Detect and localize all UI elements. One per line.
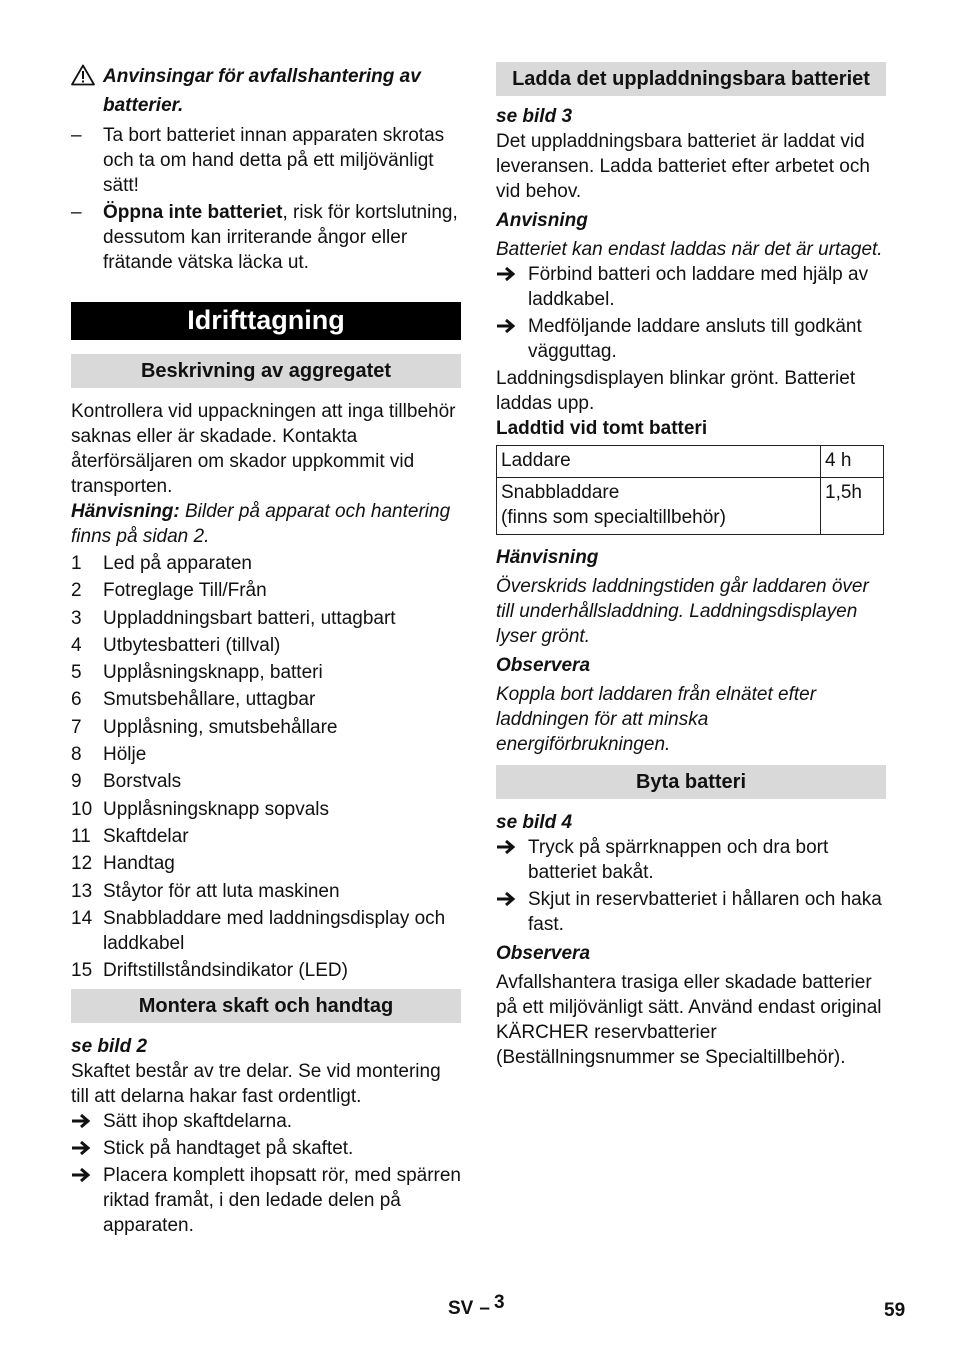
table-cell-charger bbox=[497, 446, 821, 478]
item-number: 11 bbox=[71, 825, 91, 847]
list-item bbox=[71, 660, 461, 685]
arrow-right-icon bbox=[496, 839, 516, 855]
battery-warning bbox=[71, 62, 461, 120]
charge-step bbox=[496, 262, 886, 312]
warning-triangle-icon bbox=[71, 64, 95, 86]
hint-label: Hänvisning bbox=[496, 547, 599, 568]
swap-heading: Byta batteri bbox=[496, 765, 886, 799]
mount-text: Skaftet består av tre delar. Se vid montering till att delarna hakar fast ordentligt. bbox=[71, 1061, 441, 1108]
list-item bbox=[71, 958, 461, 983]
item-number: 2 bbox=[71, 580, 82, 602]
step-text: Tryck på spärrknappen och dra bort batteriet bakåt. bbox=[528, 837, 829, 883]
swap-step bbox=[496, 835, 886, 885]
item-number: 13 bbox=[71, 880, 93, 902]
table-cell-charger bbox=[497, 478, 821, 535]
arrow-right-icon bbox=[71, 1167, 91, 1183]
item-label: Upplåsning, smutsbehållare bbox=[103, 716, 338, 738]
table-title: Laddtid vid tomt batteri bbox=[496, 418, 708, 439]
hint-text: Bilder på apparat och hantering finns på sidan 2. bbox=[71, 501, 451, 547]
item-number: 14 bbox=[71, 907, 93, 929]
step-text: Medföljande laddare ansluts till godkänt vägguttag. bbox=[528, 316, 862, 362]
table-row bbox=[497, 478, 884, 535]
footer-dash: – bbox=[479, 1298, 490, 1319]
step-text: Sätt ihop skaftdelarna. bbox=[103, 1111, 293, 1133]
list-item bbox=[71, 715, 461, 740]
description-text: Kontrollera vid uppackningen att inga tillbehör saknas eller är skadade. Kontakta återförsäljaren om skador uppkommit vid transporten. bbox=[71, 401, 456, 497]
hint-label: Hänvisning: bbox=[71, 501, 180, 522]
mount-heading: Montera skaft och handtag bbox=[71, 989, 461, 1023]
charger-name: Snabbladdare bbox=[501, 482, 620, 503]
observe-label: Observera bbox=[496, 655, 591, 676]
list-item bbox=[71, 851, 461, 876]
observe-text: Koppla bort laddaren från elnätet efter laddningen för att minska energiförbrukningen. bbox=[496, 684, 817, 755]
observe2-label: Observera bbox=[496, 943, 591, 964]
note-label: Anvisning bbox=[496, 210, 588, 231]
note-text: Batteriet kan endast laddas när det är urtaget. bbox=[496, 239, 883, 260]
mount-step bbox=[71, 1163, 461, 1238]
item-number: 6 bbox=[71, 689, 82, 711]
table-cell-time: 4 h bbox=[821, 446, 884, 478]
list-item bbox=[71, 769, 461, 794]
item-number: 4 bbox=[71, 634, 82, 656]
item-number: 12 bbox=[71, 853, 93, 875]
item-number: 8 bbox=[71, 744, 82, 766]
left-column bbox=[71, 62, 461, 1240]
arrow-right-icon bbox=[496, 318, 516, 334]
item-number: 5 bbox=[71, 662, 82, 684]
section-title: Idrifttagning bbox=[71, 302, 461, 340]
warning-item-text: Ta bort batteriet innan apparaten skrotas och ta om hand detta på ett miljövänligt sätt! bbox=[103, 125, 445, 196]
item-label: Upplåsningsknapp, batteri bbox=[103, 662, 323, 684]
charger-note: (finns som specialtillbehör) bbox=[501, 507, 726, 528]
item-label: Uppladdningsbart batteri, uttagbart bbox=[103, 607, 396, 629]
step-text: Stick på handtaget på skaftet. bbox=[103, 1138, 354, 1160]
charge-text: Det uppladdningsbara batteriet är laddat vid leveransen. Ladda batteriet efter arbetet och vid behov. bbox=[496, 131, 870, 202]
footer-section-label bbox=[448, 1292, 505, 1321]
step-text: Placera komplett ihopsatt rör, med spärren riktad framåt, i den ledade delen på apparaten. bbox=[103, 1165, 462, 1237]
display-text: Laddningsdisplayen blinkar grönt. Batteriet laddas upp. bbox=[496, 368, 856, 414]
item-label: Driftstillståndsindikator (LED) bbox=[103, 960, 348, 982]
warning-item bbox=[71, 200, 461, 275]
list-item bbox=[71, 687, 461, 712]
item-label: Snabbladdare med laddningsdisplay och laddkabel bbox=[103, 907, 446, 954]
page-number: 59 bbox=[884, 1300, 906, 1321]
charger-name: Laddare bbox=[501, 450, 571, 471]
list-item bbox=[71, 578, 461, 603]
swap-figure-ref: se bild 4 bbox=[496, 812, 573, 833]
charge-time-table bbox=[496, 445, 884, 535]
list-item bbox=[71, 606, 461, 631]
item-label: Ståytor för att luta maskinen bbox=[103, 880, 340, 902]
arrow-right-icon bbox=[496, 266, 516, 282]
charge-heading: Ladda det uppladdningsbara batteriet bbox=[496, 62, 886, 96]
item-number: 15 bbox=[71, 960, 93, 982]
list-item bbox=[71, 633, 461, 658]
list-item bbox=[71, 879, 461, 904]
item-label: Smutsbehållare, uttagbar bbox=[103, 689, 316, 711]
item-number: 7 bbox=[71, 716, 82, 738]
table-row bbox=[497, 446, 884, 478]
list-item bbox=[71, 551, 461, 576]
observe2-text: Avfallshantera trasiga eller skadade batterier på ett miljövänligt sätt. Använd endast original KÄRCHER reservbatterier (Beställningsnummer se Specialtillbehör). bbox=[496, 972, 882, 1068]
mount-step bbox=[71, 1109, 461, 1134]
footer-lang: SV bbox=[448, 1298, 474, 1319]
item-number: 9 bbox=[71, 771, 82, 793]
list-item bbox=[71, 742, 461, 767]
hint-paragraph bbox=[71, 499, 461, 549]
item-number: 10 bbox=[71, 798, 93, 820]
mount-step bbox=[71, 1136, 461, 1161]
item-label: Utbytesbatteri (tillval) bbox=[103, 634, 281, 656]
arrow-right-icon bbox=[71, 1113, 91, 1129]
item-label: Borstvals bbox=[103, 771, 182, 793]
footer-section-page: 3 bbox=[493, 1292, 505, 1313]
hint-text: Överskrids laddningstiden går laddaren över till underhållsladdning. Laddningsdisplayen lyser grönt. bbox=[496, 576, 869, 647]
warning-item bbox=[71, 123, 461, 198]
item-label: Handtag bbox=[103, 853, 175, 875]
table-cell-time: 1,5h bbox=[821, 478, 884, 535]
item-number: 1 bbox=[71, 553, 82, 574]
dash-bullet: – bbox=[71, 125, 82, 146]
item-number: 3 bbox=[71, 607, 82, 629]
item-label: Hölje bbox=[103, 744, 147, 766]
list-item bbox=[71, 824, 461, 849]
warning-item-bold: Öppna inte batteriet bbox=[103, 202, 283, 223]
warning-title: Anvinsingar för avfallshantering av batterier. bbox=[103, 66, 421, 116]
list-item bbox=[71, 797, 461, 822]
step-text: Förbind batteri och laddare med hjälp av laddkabel. bbox=[528, 264, 869, 310]
charge-figure-ref: se bild 3 bbox=[496, 106, 573, 127]
arrow-right-icon bbox=[496, 891, 516, 907]
item-label: Fotreglage Till/Från bbox=[103, 580, 267, 602]
dash-bullet: – bbox=[71, 202, 82, 223]
item-label: Upplåsningsknapp sopvals bbox=[103, 798, 330, 820]
item-label: Led på apparaten bbox=[103, 553, 252, 574]
right-column bbox=[496, 62, 886, 1070]
item-label: Skaftdelar bbox=[103, 825, 189, 847]
mount-figure-ref: se bild 2 bbox=[71, 1036, 148, 1058]
warning-item-text: , risk för kortslutning, dessutom kan irriterande ångor eller frätande vätska läcka ut. bbox=[103, 202, 458, 273]
charge-step bbox=[496, 314, 886, 364]
step-text: Skjut in reservbatteriet i hållaren och haka fast. bbox=[528, 889, 882, 935]
description-heading: Beskrivning av aggregatet bbox=[71, 354, 461, 388]
swap-step bbox=[496, 887, 886, 937]
parts-list bbox=[71, 551, 461, 983]
list-item bbox=[71, 906, 461, 956]
arrow-right-icon bbox=[71, 1140, 91, 1156]
